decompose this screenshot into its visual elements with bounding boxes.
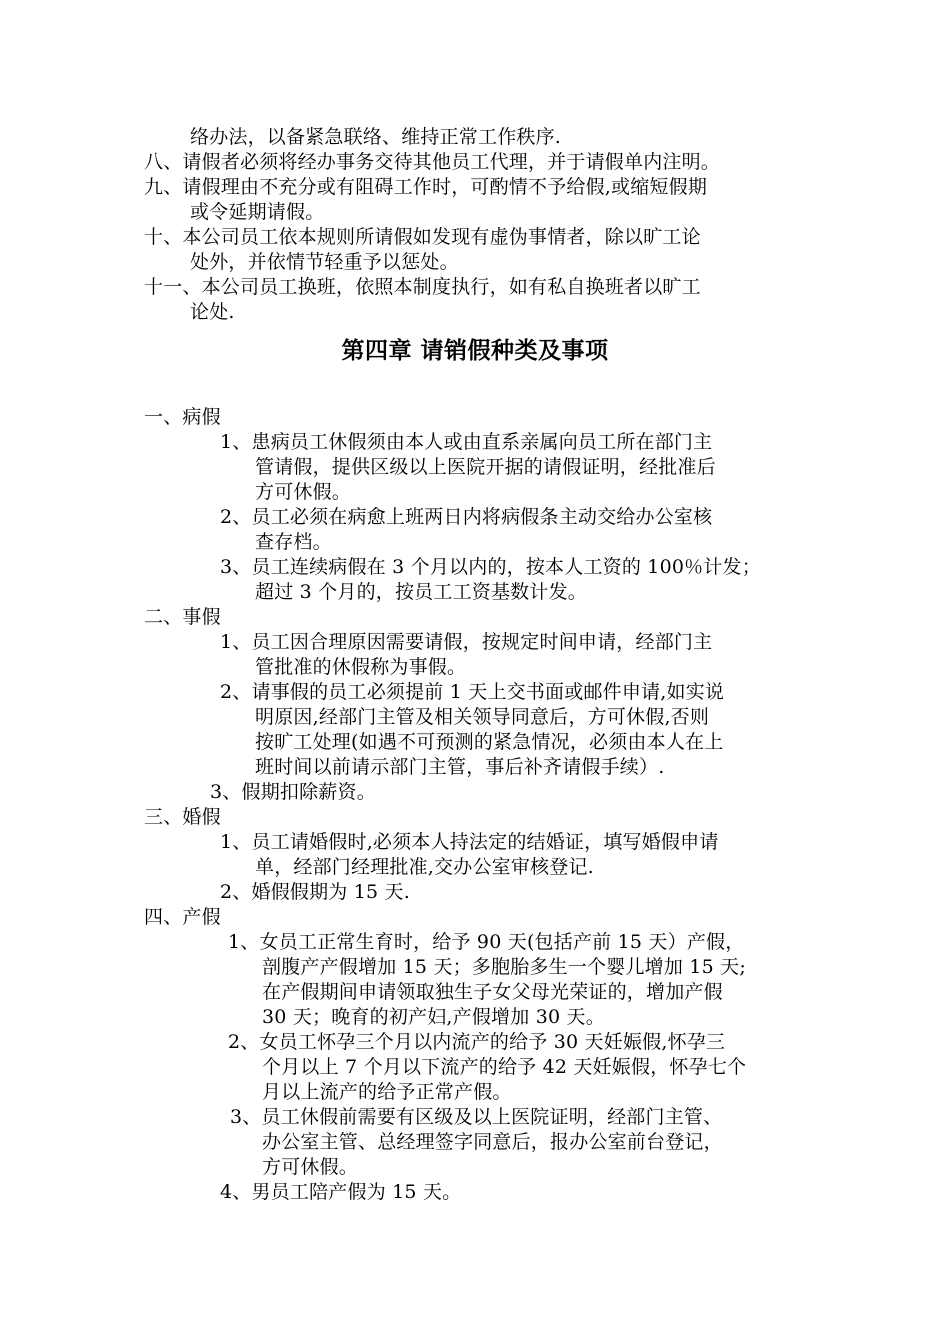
- maternity-item-3-line-3: 方可休假。: [262, 1156, 359, 1178]
- rule-9: 九、请假理由不充分或有阻碍工作时，可酌情不予给假,或缩短假期: [144, 176, 708, 198]
- sick-item-2-line-2: 查存档。: [255, 531, 332, 553]
- maternity-item-3: 3、员工休假前需要有区级及以上医院证明，经部门主管、: [230, 1106, 723, 1128]
- maternity-item-1-line-4: 30 天；晚育的初产妇,产假增加 30 天。: [262, 1006, 605, 1028]
- rule-11: 十一、本公司员工换班，依照本制度执行，如有私自换班者以旷工: [144, 276, 701, 298]
- sick-item-3: 3、员工连续病假在 3 个月以内的，按本人工资的 100％计发；: [220, 556, 761, 578]
- rule-10-continuation: 处外，并依情节轻重予以惩处。: [190, 251, 459, 273]
- marriage-item-1-line-2: 单，经部门经理批准,交办公室审核登记.: [255, 856, 594, 878]
- section-heading-sick-leave: 一、病假: [144, 406, 221, 428]
- rule-10: 十、本公司员工依本规则所请假如发现有虚伪事情者，除以旷工论: [144, 226, 701, 248]
- rule-8: 八、请假者必须将经办事务交待其他员工代理，并于请假单内注明。: [144, 151, 721, 173]
- personal-item-2-line-4: 班时间以前请示部门主管，事后补齐请假手续）.: [255, 756, 665, 778]
- section-heading-marriage-leave: 三、婚假: [144, 806, 221, 828]
- maternity-item-2-line-3: 月以上流产的给予正常产假。: [262, 1081, 512, 1103]
- chapter-title: 第四章 请销假种类及事项: [341, 338, 609, 364]
- maternity-item-4: 4、男员工陪产假为 15 天。: [220, 1181, 462, 1203]
- sick-item-2: 2、员工必须在病愈上班两日内将病假条主动交给办公室核: [220, 506, 713, 528]
- personal-item-3: 3、假期扣除薪资。: [210, 781, 376, 803]
- rule-7-continuation: 络办法，以备紧急联络、维持正常工作秩序.: [190, 126, 562, 148]
- sick-item-1-line-3: 方可休假。: [255, 481, 352, 503]
- rule-11-continuation: 论处.: [190, 301, 235, 323]
- maternity-item-2: 2、女员工怀孕三个月以内流产的给予 30 天妊娠假,怀孕三: [228, 1031, 726, 1053]
- personal-item-1: 1、员工因合理原因需要请假，按规定时间申请，经部门主: [220, 631, 713, 653]
- marriage-item-1: 1、员工请婚假时,必须本人持法定的结婚证，填写婚假申请: [220, 831, 719, 853]
- personal-item-2: 2、请事假的员工必须提前 1 天上交书面或邮件申请,如实说: [220, 681, 725, 703]
- personal-item-2-line-3: 按旷工处理(如遇不可预测的紧急情况，必须由本人在上: [255, 731, 724, 753]
- sick-item-3-line-2: 超过 3 个月的，按员工工资基数计发。: [255, 581, 587, 603]
- sick-item-1-line-2: 管请假，提供区级以上医院开据的请假证明，经批准后: [255, 456, 716, 478]
- maternity-item-1-line-2: 剖腹产产假增加 15 天；多胞胎多生一个婴儿增加 15 天;: [262, 956, 746, 978]
- maternity-item-1-line-3: 在产假期间申请领取独生子女父母光荣证的，增加产假: [262, 981, 723, 1003]
- maternity-item-3-line-2: 办公室主管、总经理签字同意后，报办公室前台登记，: [262, 1131, 723, 1153]
- personal-item-1-line-2: 管批准的休假称为事假。: [255, 656, 467, 678]
- section-heading-maternity-leave: 四、产假: [144, 906, 221, 928]
- marriage-item-2: 2、婚假假期为 15 天.: [220, 881, 410, 903]
- sick-item-1: 1、患病员工休假须由本人或由直系亲属向员工所在部门主: [220, 431, 713, 453]
- rule-9-continuation: 或令延期请假。: [190, 201, 325, 223]
- maternity-item-2-line-2: 个月以上 7 个月以下流产的给予 42 天妊娠假，怀孕七个: [262, 1056, 747, 1078]
- section-heading-personal-leave: 二、事假: [144, 606, 221, 628]
- personal-item-2-line-2: 明原因,经部门主管及相关领导同意后，方可休假,否则: [255, 706, 710, 728]
- maternity-item-1: 1、女员工正常生育时，给予 90 天(包括产前 15 天）产假，: [228, 931, 745, 953]
